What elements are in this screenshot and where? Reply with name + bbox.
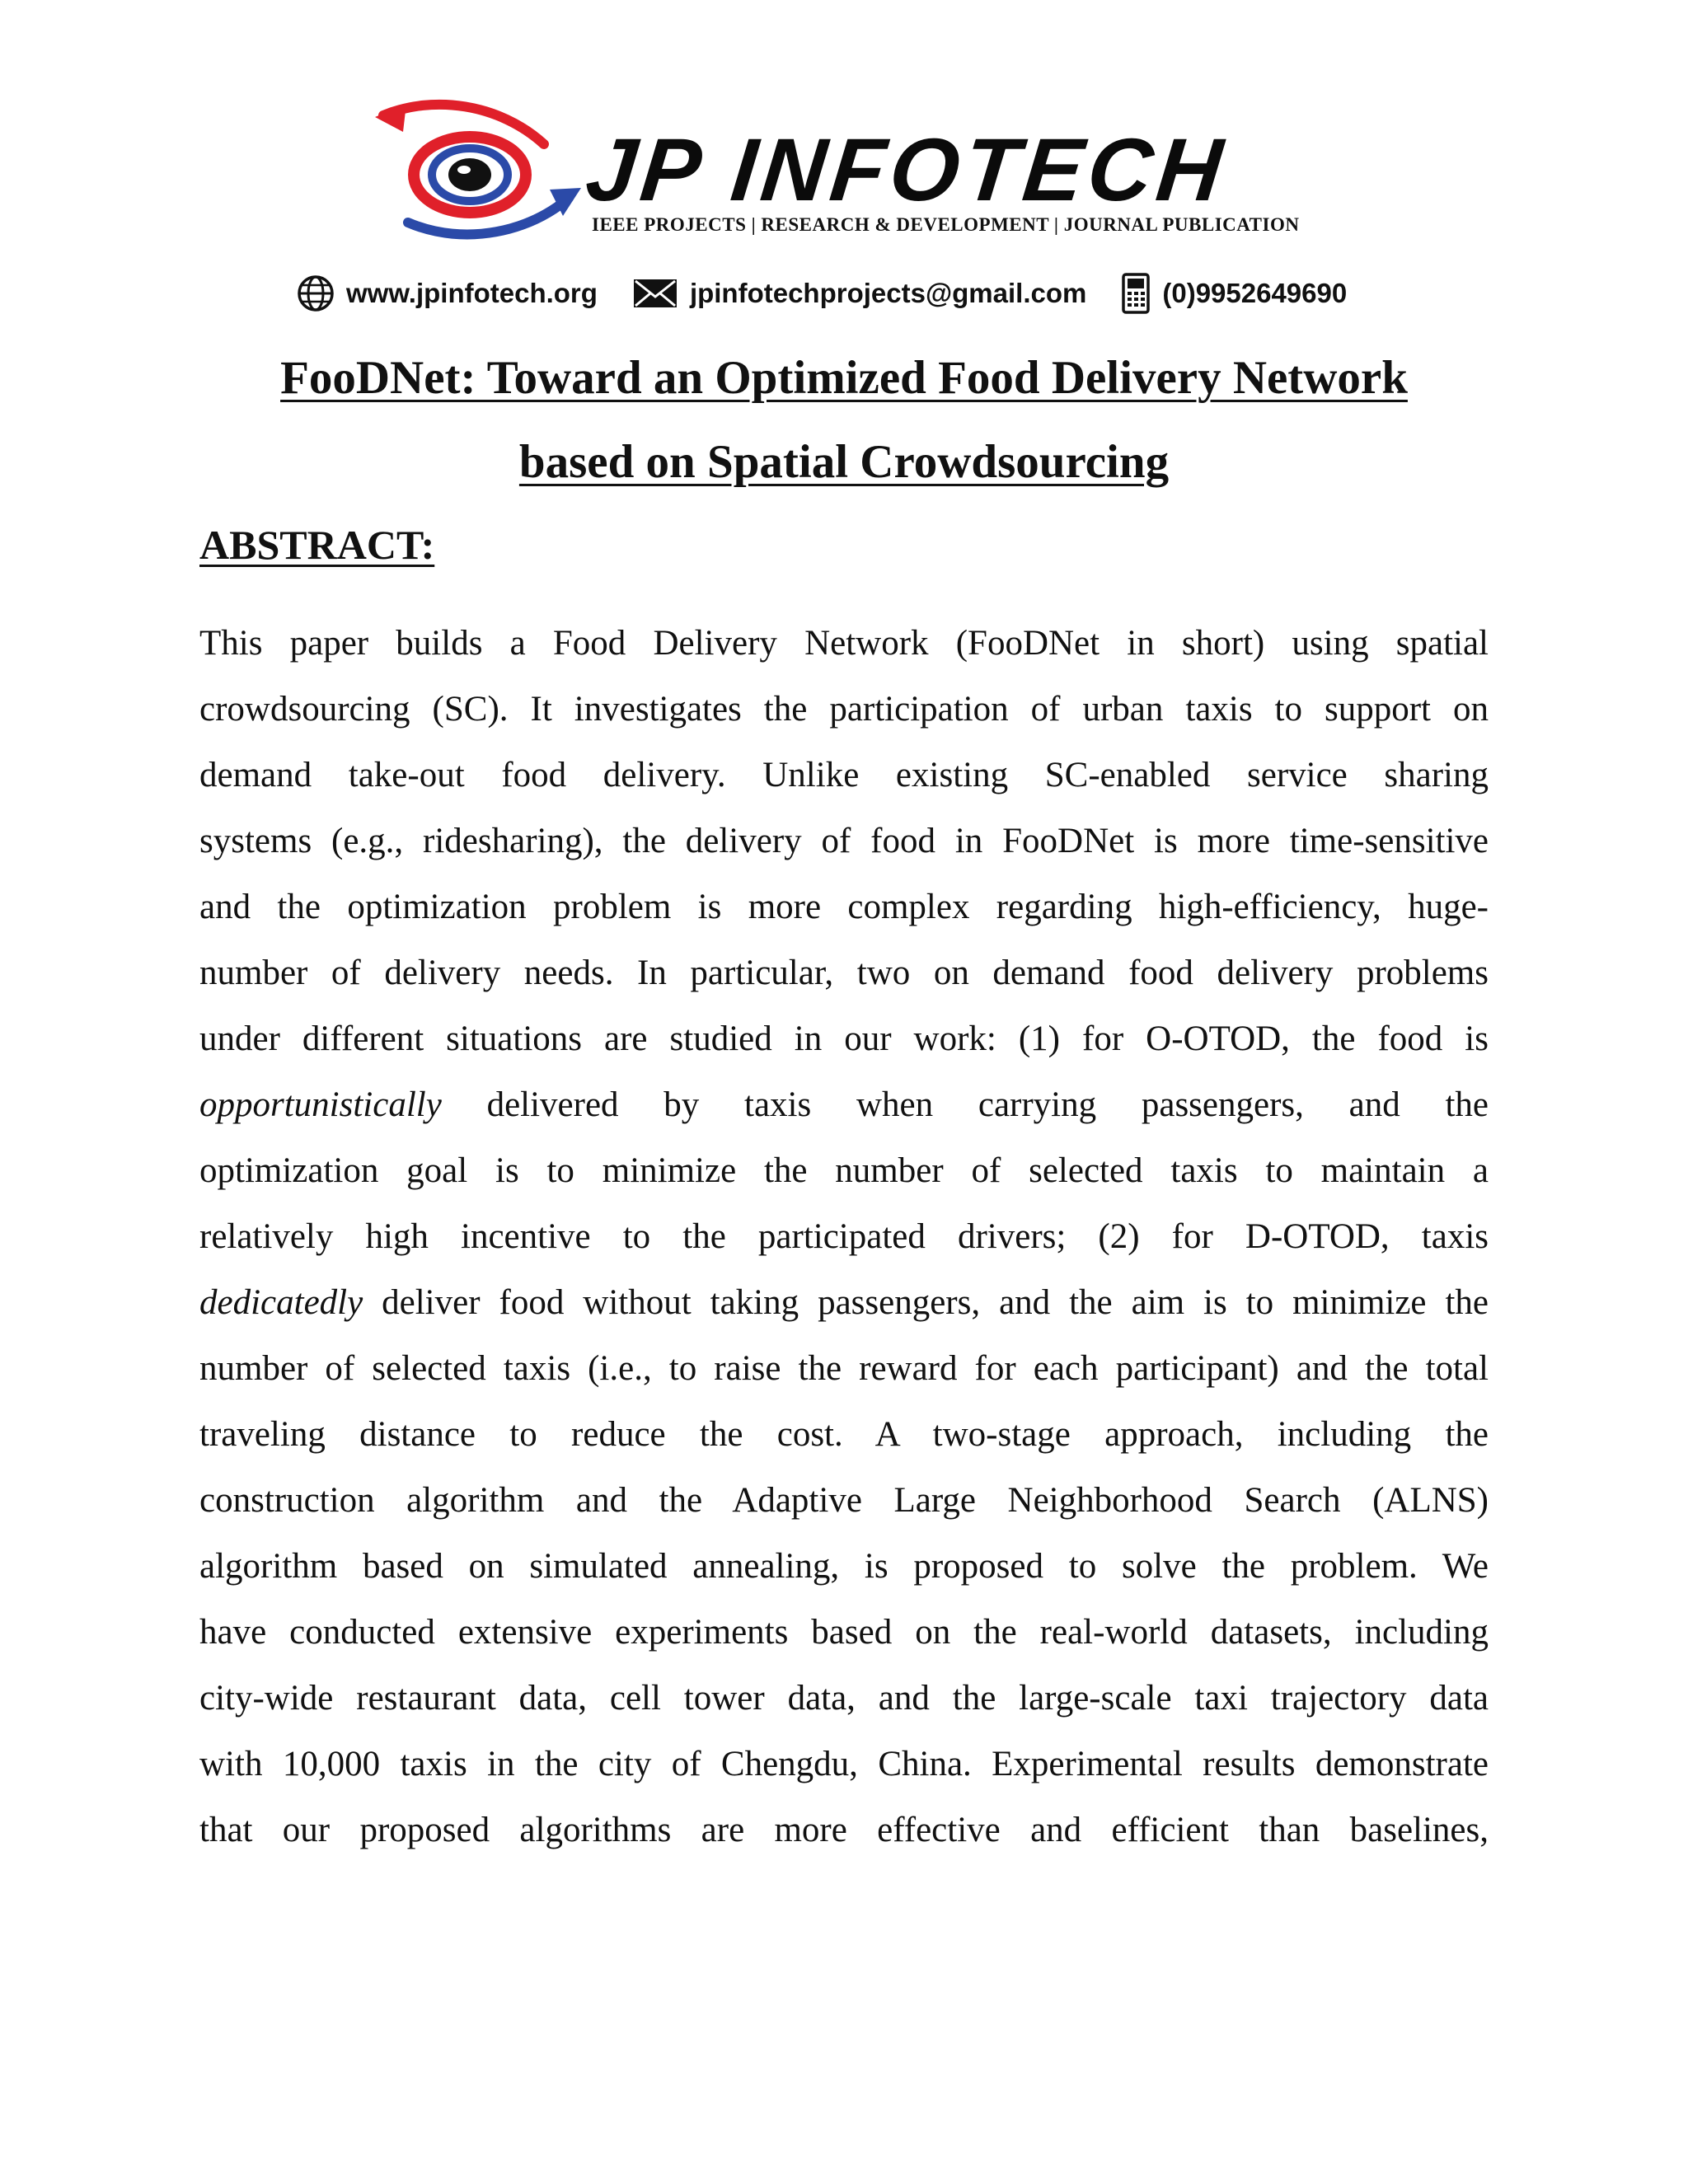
website-contact — [297, 274, 598, 312]
abstract-line: number of selected taxis (i.e., to raise the reward for each participant) and the total — [199, 1349, 1489, 1388]
abstract-line: number of delivery needs. In particular, two on demand food delivery problems — [199, 954, 1489, 992]
abstract-line: that our proposed algorithms are more effective and efficient than baselines, — [199, 1811, 1489, 1849]
paper-title-line-1: FooDNet: Toward an Optimized Food Delivery Network — [280, 352, 1408, 404]
globe-icon — [297, 274, 335, 312]
abstract-line: traveling distance to reduce the cost. A two-stage approach, including the — [199, 1415, 1489, 1454]
abstract-line: demand take-out food delivery. Unlike existing SC-enabled service sharing — [199, 756, 1489, 794]
abstract-line: crowdsourcing (SC). It investigates the participation of urban taxis to support on — [199, 690, 1489, 729]
abstract-line: optimization goal is to minimize the number of selected taxis to maintain a — [199, 1151, 1489, 1190]
email-link[interactable]: jpinfotechprojects@gmail.com — [689, 278, 1087, 308]
phone-contact — [1121, 273, 1347, 314]
abstract-line: opportunistically delivered by taxis when carrying passengers, and the — [199, 1085, 1489, 1124]
abstract-line: city-wide restaurant data, cell tower data, and the large-scale taxi trajectory data — [199, 1679, 1489, 1718]
abstract-body — [199, 616, 1489, 1869]
emphasis-text: opportunistically — [199, 1085, 442, 1124]
abstract-line: with 10,000 taxis in the city of Chengdu, China. Experimental results demonstrate — [199, 1745, 1489, 1783]
envelope-icon — [632, 277, 678, 310]
contact-row — [297, 270, 1347, 316]
emphasis-text: dedicatedly — [199, 1283, 363, 1322]
abstract-line: relatively high incentive to the participated drivers; (2) for D-OTOD, taxis — [199, 1217, 1489, 1256]
paper-title-line-2: based on Spatial Crowdsourcing — [518, 436, 1170, 488]
abstract-heading: ABSTRACT: — [199, 522, 435, 568]
brand-tagline: IEEE PROJECTS | RESEARCH & DEVELOPMENT | JOURNAL PUBLICATION — [592, 214, 1300, 235]
phone-icon — [1121, 273, 1151, 314]
abstract-line: systems (e.g., ridesharing), the delivery of food in FooDNet is more time-sensitive — [199, 822, 1489, 860]
abstract-line: construction algorithm and the Adaptive Large Neighborhood Search (ALNS) — [199, 1481, 1489, 1520]
phone-number[interactable]: (0)9952649690 — [1162, 278, 1348, 308]
brand-name: JP INFOTECH — [581, 120, 1232, 219]
jp-infotech-logo-icon — [375, 99, 581, 247]
abstract-line: have conducted extensive experiments based on the real-world datasets, including — [199, 1613, 1489, 1652]
abstract-line: dedicatedly deliver food without taking passengers, and the aim is to minimize the — [199, 1283, 1489, 1322]
abstract-line: algorithm based on simulated annealing, is proposed to solve the problem. We — [199, 1547, 1489, 1586]
abstract-line: and the optimization problem is more complex regarding high-efficiency, huge- — [199, 888, 1489, 926]
email-contact — [632, 277, 1086, 310]
abstract-line: This paper builds a Food Delivery Network (FooDNet in short) using spatial — [199, 624, 1489, 663]
website-link[interactable]: www.jpinfotech.org — [346, 278, 598, 308]
abstract-line: under different situations are studied in our work: (1) for O-OTOD, the food is — [199, 1019, 1489, 1058]
letterhead — [0, 91, 1688, 338]
